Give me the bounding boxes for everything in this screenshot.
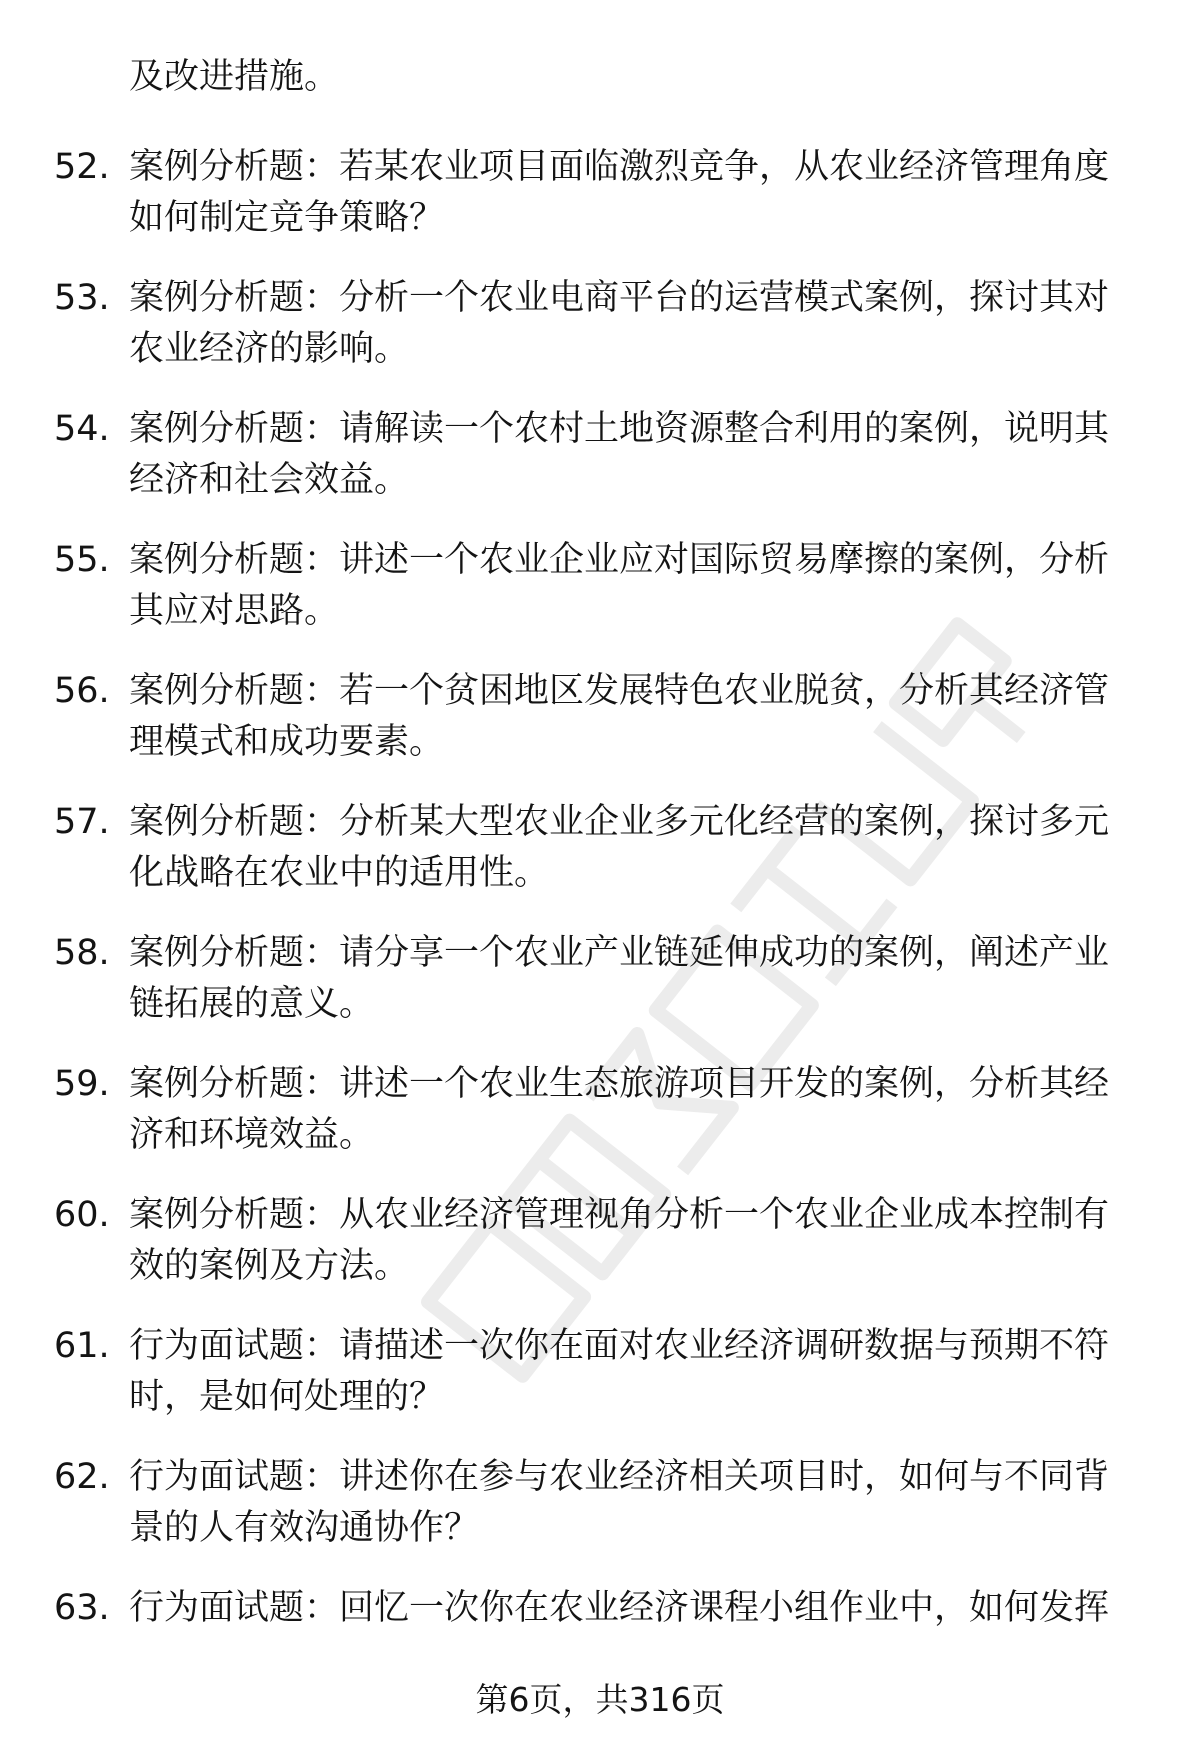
question-line: 济和环境效益。 [129, 1115, 375, 1155]
question-item [0, 666, 1200, 768]
question-item [0, 404, 1200, 506]
question-line: 农业经济的影响。 [129, 329, 410, 369]
page-footer: 第6页，共316页 [475, 1680, 725, 1719]
question-line: 案例分析题：从农业经济管理视角分析一个农业企业成本控制有 [129, 1195, 1110, 1235]
question-line: 案例分析题：分析一个农业电商平台的运营模式案例，探讨其对 [129, 278, 1110, 318]
question-text [129, 797, 1139, 899]
question-item [0, 535, 1200, 637]
question-item [0, 273, 1200, 375]
continuation-text: 及改进措施。 [129, 57, 340, 97]
question-text [129, 928, 1139, 1030]
question-text [129, 273, 1139, 375]
question-text [129, 535, 1139, 637]
question-number: 61. [54, 1326, 110, 1366]
question-line: 案例分析题：请解读一个农村土地资源整合利用的案例，说明其 [129, 409, 1110, 449]
question-line: 行为面试题：讲述你在参与农业经济相关项目时，如何与不同背 [129, 1457, 1110, 1497]
question-number: 57. [54, 802, 110, 842]
question-item [0, 1452, 1200, 1554]
question-item [0, 1583, 1200, 1685]
question-item [0, 142, 1200, 244]
question-number: 55. [54, 540, 110, 580]
question-number: 60. [54, 1195, 110, 1235]
question-number: 58. [54, 933, 110, 973]
question-line: 化战略在农业中的适用性。 [129, 853, 550, 893]
question-line: 效的案例及方法。 [129, 1246, 410, 1286]
question-number: 63. [54, 1588, 110, 1628]
question-item [0, 797, 1200, 899]
question-line: 案例分析题：分析某大型农业企业多元化经营的案例，探讨多元 [129, 802, 1110, 842]
question-item [0, 1190, 1200, 1292]
question-line: 案例分析题：讲述一个农业生态旅游项目开发的案例，分析其经 [129, 1064, 1110, 1104]
question-item [0, 928, 1200, 1030]
question-line: 经济和社会效益。 [129, 460, 410, 500]
question-line: 如何制定竞争策略？ [129, 198, 445, 238]
question-item [0, 1321, 1200, 1423]
question-line: 理模式和成功要素。 [129, 722, 445, 762]
question-text [129, 1583, 1139, 1634]
question-line: 行为面试题：请描述一次你在面对农业经济调研数据与预期不符 [129, 1326, 1110, 1366]
question-line: 案例分析题：请分享一个农业产业链延伸成功的案例，阐述产业 [129, 933, 1110, 973]
question-line: 链拓展的意义。 [129, 984, 375, 1024]
question-text [129, 1452, 1139, 1554]
question-number: 52. [54, 147, 110, 187]
question-line: 时，是如何处理的？ [129, 1377, 445, 1417]
question-line: 案例分析题：讲述一个农业企业应对国际贸易摩擦的案例，分析 [129, 540, 1110, 580]
question-text [129, 1059, 1139, 1161]
question-line: 案例分析题：若一个贫困地区发展特色农业脱贫，分析其经济管 [129, 671, 1110, 711]
question-list [0, 142, 1200, 1714]
question-line: 景的人有效沟通协作？ [129, 1508, 480, 1548]
question-line: 其应对思路。 [129, 591, 340, 631]
question-number: 56. [54, 671, 110, 711]
question-text [129, 404, 1139, 506]
question-text [129, 666, 1139, 768]
question-number: 53. [54, 278, 110, 318]
question-line: 案例分析题：若某农业项目面临激烈竞争，从农业经济管理角度 [129, 147, 1110, 187]
question-text [129, 1190, 1139, 1292]
question-text [129, 142, 1139, 244]
question-number: 54. [54, 409, 110, 449]
question-number: 59. [54, 1064, 110, 1104]
question-number: 62. [54, 1457, 110, 1497]
question-item [0, 1059, 1200, 1161]
question-text [129, 1321, 1139, 1423]
question-line: 行为面试题：回忆一次你在农业经济课程小组作业中，如何发挥 [129, 1588, 1110, 1628]
